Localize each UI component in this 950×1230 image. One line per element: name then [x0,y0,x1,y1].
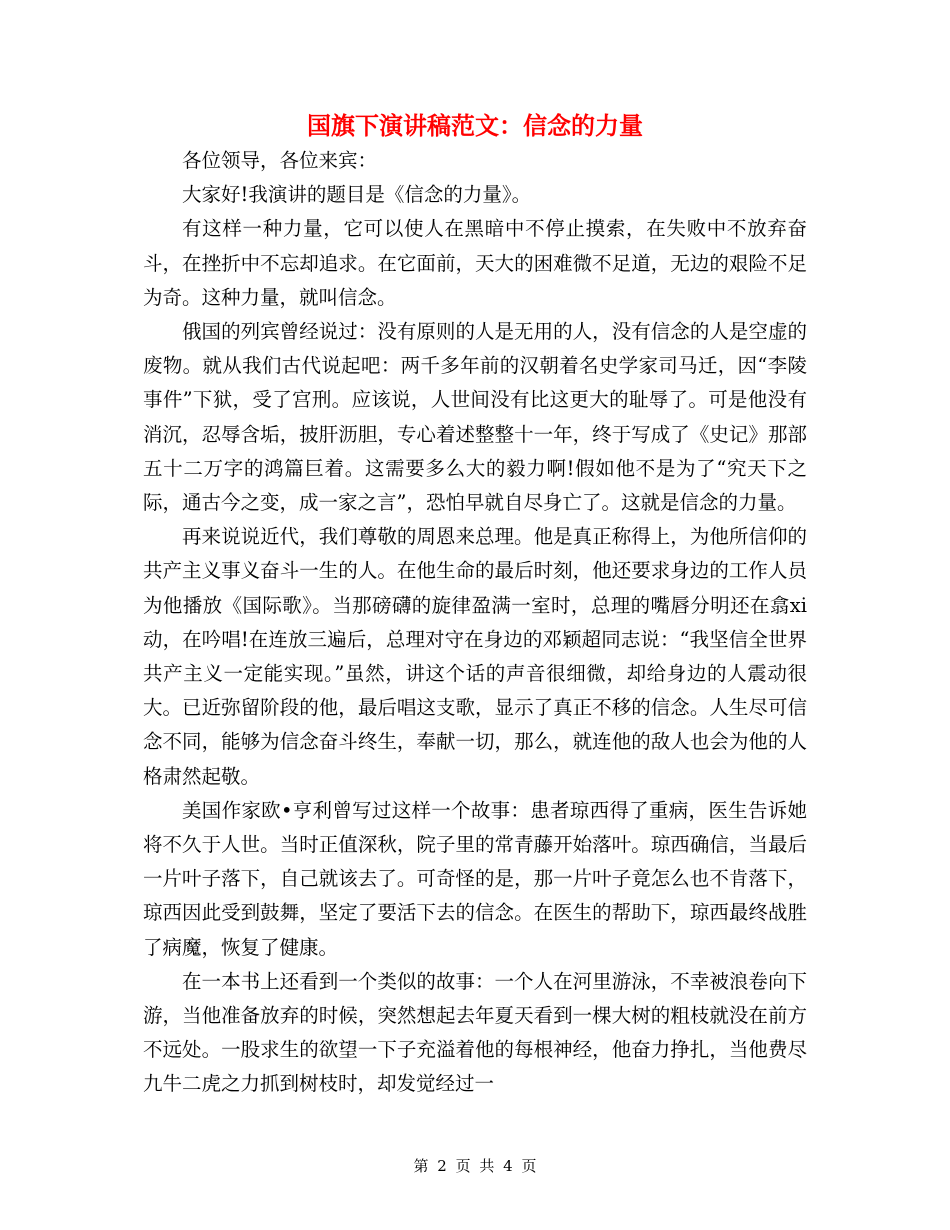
paragraph-belief-power: 有这样一种力量，它可以使人在黑暗中不停止摸索，在失败中不放弃奋斗，在挫折中不忘却追求。在它面前，天大的困难微不足道，无边的艰险不足为奇。这种力量，就叫信念。 [143,217,807,309]
paragraph-intro: 大家好!我演讲的题目是《信念的力量》。 [182,183,532,207]
document-body [143,144,807,1102]
paragraph-greeting: 各位领导，各位来宾： [182,149,378,172]
paragraph-zhou-enlai: 再来说说近代，我们尊敬的周恩来总理。他是真正称得上，为他所信仰的共产主义事义奋斗一生的人。在他生命的最后时刻，他还要求身边的工作人员为他播放《国际歌》。当那磅礴的旋律盈满一室时，总理的嘴唇分明还在翕xi动，在吟唱!在连放三遍后，总理对守在身边的邓颖超同志说：“我坚信全世界共产主义一定能实现。”虽然，讲这个话的声音很细微，却给身边的人震动很大。已近弥留阶段的他，最后唱这支歌，显示了真正不移的信念。人生尽可信念不同，能够为信念奋斗终生，奉献一切，那么，就连他的敌人也会为他的人格肃然起敬。 [143,525,807,788]
paragraph-sima-qian: 俄国的列宾曾经说过：没有原则的人是无用的人，没有信念的人是空虚的废物。就从我们古代说起吧：两千多年前的汉朝着名史学家司马迁，因“李陵事件”下狱，受了宫刑。应该说，人世间没有比这更大的耻辱了。可是他没有消沉，忍辱含垢，披肝沥胆，专心着述整整十一年，终于写成了《史记》那部五十二万字的鸿篇巨着。这需要多么大的毅力啊!假如他不是为了“究天下之际，通古今之变，成一家之言”，恐怕早就自尽身亡了。这就是信念的力量。 [143,320,807,515]
document-title: 国旗下演讲稿范文：信念的力量 [307,111,643,140]
paragraph-river-story: 在一本书上还看到一个类似的故事：一个人在河里游泳，不幸被浪卷向下游，当他准备放弃的时候，突然想起去年夏天看到一棵大树的粗枝就没在前方不远处。一股求生的欲望一下子充溢着他的每根神经，他奋力挣扎，当他费尽九牛二虎之力抓到树枝时，却发觉经过一 [143,969,807,1096]
page-number: 第 2 页 共 4 页 [413,1157,537,1175]
paragraph-o-henry: 美国作家欧•亨利曾写过这样一个故事：患者琼西得了重病，医生告诉她将不久于人世。当时正值深秋，院子里的常青藤开始落叶。琼西确信，当最后一片叶子落下，自己就该去了。可奇怪的是，那一片叶子竟怎么也不肯落下，琼西因此受到鼓舞，坚定了要活下去的信念。在医生的帮助下，琼西最终战胜了病魔，恢复了健康。 [143,798,807,959]
